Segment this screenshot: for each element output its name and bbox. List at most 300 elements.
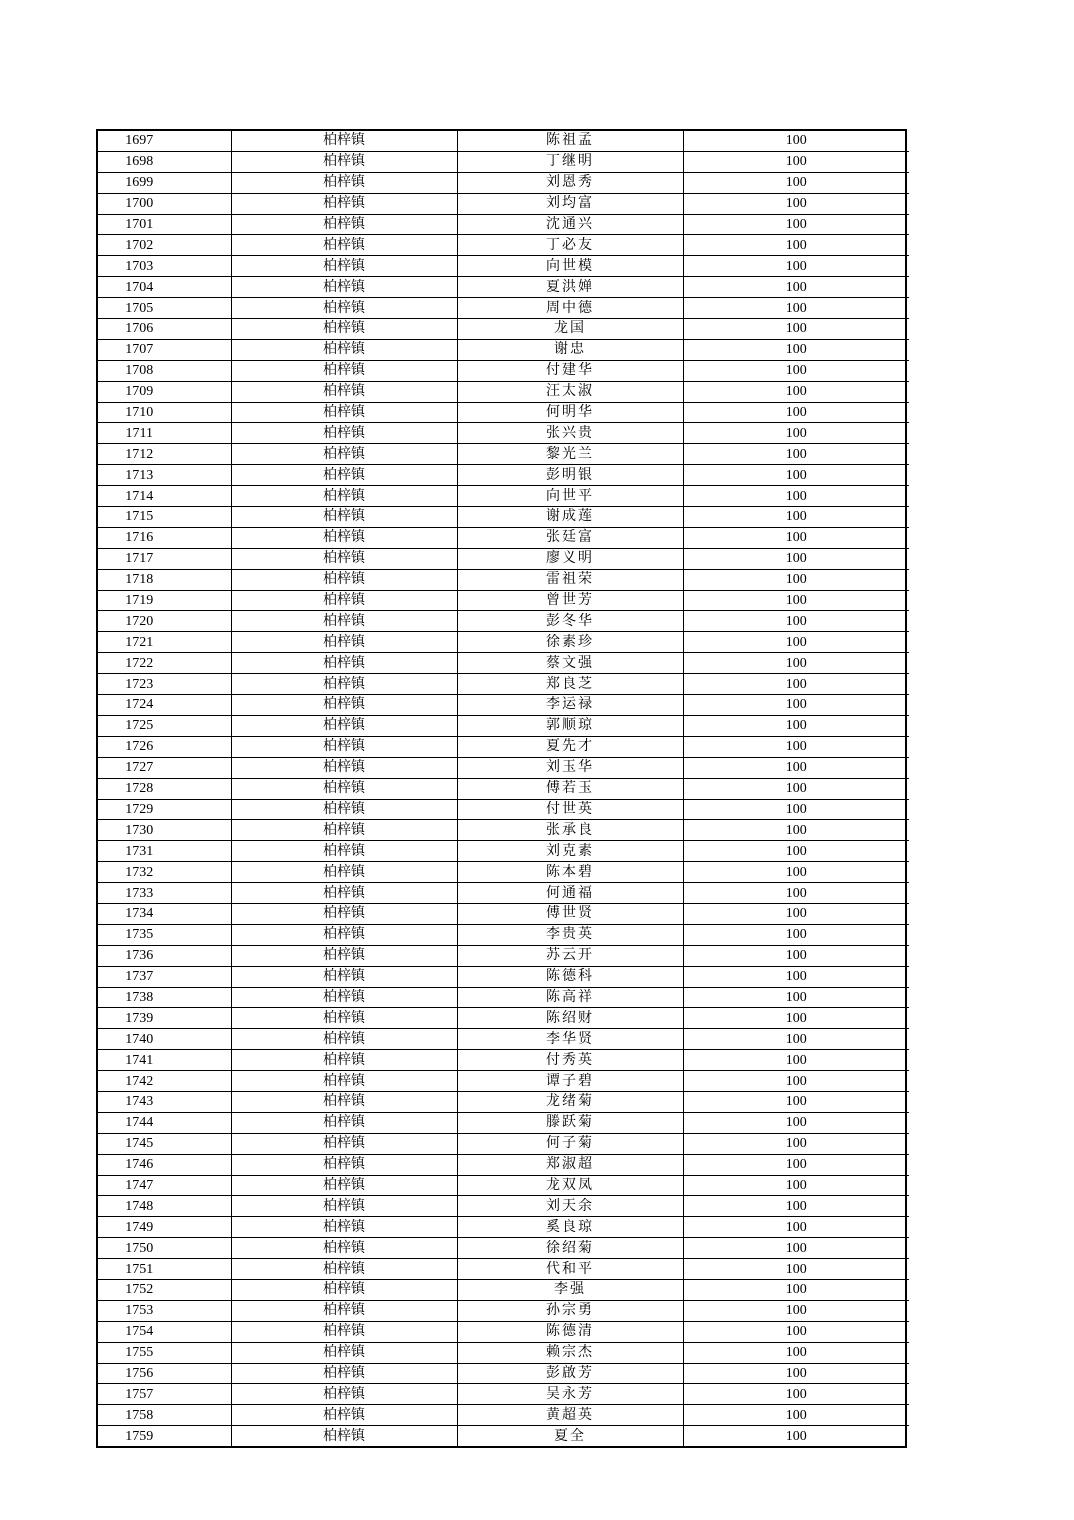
table-row: [98, 653, 909, 674]
person-name-cell: 彭冬华: [457, 611, 683, 632]
table-row: [98, 1300, 909, 1321]
amount-cell: 100: [683, 757, 909, 778]
table-row: [98, 277, 909, 298]
town-cell: 柏梓镇: [231, 757, 457, 778]
town-cell: 柏梓镇: [231, 674, 457, 695]
town-cell: 柏梓镇: [231, 235, 457, 256]
person-name-cell: 丁必友: [457, 235, 683, 256]
person-name-cell: 吴永芳: [457, 1384, 683, 1405]
table-row: [98, 1154, 909, 1175]
table-row: [98, 381, 909, 402]
person-name-cell: 付建华: [457, 360, 683, 381]
table-row: [98, 1071, 909, 1092]
table-row: [98, 527, 909, 548]
person-name-cell: 彭啟芳: [457, 1363, 683, 1384]
person-name-cell: 付秀英: [457, 1050, 683, 1071]
table-row: [98, 903, 909, 924]
row-number-cell: 1703: [98, 256, 231, 277]
amount-cell: 100: [683, 632, 909, 653]
table-row: [98, 1279, 909, 1300]
person-name-cell: 黄超英: [457, 1405, 683, 1426]
table-row: [98, 945, 909, 966]
person-name-cell: 陈高祥: [457, 987, 683, 1008]
town-cell: 柏梓镇: [231, 1175, 457, 1196]
table-row: [98, 1133, 909, 1154]
table-row: [98, 444, 909, 465]
table-row: [98, 1426, 909, 1446]
amount-cell: 100: [683, 1300, 909, 1321]
amount-cell: 100: [683, 695, 909, 716]
town-cell: 柏梓镇: [231, 1196, 457, 1217]
person-name-cell: 陈本碧: [457, 862, 683, 883]
table-row: [98, 757, 909, 778]
town-cell: 柏梓镇: [231, 1154, 457, 1175]
amount-cell: 100: [683, 883, 909, 904]
amount-cell: 100: [683, 214, 909, 235]
town-cell: 柏梓镇: [231, 1029, 457, 1050]
town-cell: 柏梓镇: [231, 298, 457, 319]
table-row: [98, 1050, 909, 1071]
table-row: [98, 1405, 909, 1426]
town-cell: 柏梓镇: [231, 715, 457, 736]
town-cell: 柏梓镇: [231, 444, 457, 465]
table-row: [98, 1342, 909, 1363]
row-number-cell: 1697: [98, 131, 231, 151]
person-name-cell: 刘恩秀: [457, 172, 683, 193]
person-name-cell: 沈通兴: [457, 214, 683, 235]
person-name-cell: 汪太淑: [457, 381, 683, 402]
row-number-cell: 1717: [98, 548, 231, 569]
amount-cell: 100: [683, 339, 909, 360]
amount-cell: 100: [683, 402, 909, 423]
table-row: [98, 736, 909, 757]
person-name-cell: 雷祖荣: [457, 569, 683, 590]
table-row: [98, 339, 909, 360]
row-number-cell: 1750: [98, 1238, 231, 1259]
town-cell: 柏梓镇: [231, 1405, 457, 1426]
table-row: [98, 319, 909, 340]
town-cell: 柏梓镇: [231, 632, 457, 653]
person-name-cell: 夏洪婵: [457, 277, 683, 298]
row-number-cell: 1698: [98, 151, 231, 172]
person-name-cell: 刘天余: [457, 1196, 683, 1217]
row-number-cell: 1731: [98, 841, 231, 862]
amount-cell: 100: [683, 966, 909, 987]
person-name-cell: 郑良芝: [457, 674, 683, 695]
town-cell: 柏梓镇: [231, 339, 457, 360]
amount-cell: 100: [683, 1384, 909, 1405]
table-row: [98, 1259, 909, 1280]
row-number-cell: 1723: [98, 674, 231, 695]
row-number-cell: 1712: [98, 444, 231, 465]
table-row: [98, 590, 909, 611]
person-name-cell: 曾世芳: [457, 590, 683, 611]
row-number-cell: 1727: [98, 757, 231, 778]
town-cell: 柏梓镇: [231, 611, 457, 632]
amount-cell: 100: [683, 507, 909, 528]
table-row: [98, 1112, 909, 1133]
person-name-cell: 郭顺琼: [457, 715, 683, 736]
table-row: [98, 1363, 909, 1384]
town-cell: 柏梓镇: [231, 527, 457, 548]
town-cell: 柏梓镇: [231, 653, 457, 674]
row-number-cell: 1701: [98, 214, 231, 235]
person-name-cell: 何子菊: [457, 1133, 683, 1154]
amount-cell: 100: [683, 945, 909, 966]
town-cell: 柏梓镇: [231, 402, 457, 423]
person-name-cell: 张承良: [457, 820, 683, 841]
person-name-cell: 周中德: [457, 298, 683, 319]
town-cell: 柏梓镇: [231, 1133, 457, 1154]
amount-cell: 100: [683, 820, 909, 841]
town-cell: 柏梓镇: [231, 736, 457, 757]
table-row: [98, 611, 909, 632]
person-name-cell: 徐绍菊: [457, 1238, 683, 1259]
row-number-cell: 1710: [98, 402, 231, 423]
person-name-cell: 傅若玉: [457, 778, 683, 799]
row-number-cell: 1752: [98, 1279, 231, 1300]
person-name-cell: 刘均富: [457, 193, 683, 214]
person-name-cell: 张廷富: [457, 527, 683, 548]
town-cell: 柏梓镇: [231, 1363, 457, 1384]
row-number-cell: 1746: [98, 1154, 231, 1175]
row-number-cell: 1748: [98, 1196, 231, 1217]
town-cell: 柏梓镇: [231, 1384, 457, 1405]
table-row: [98, 131, 909, 151]
table-row: [98, 924, 909, 945]
town-cell: 柏梓镇: [231, 924, 457, 945]
person-name-cell: 龙国: [457, 319, 683, 340]
town-cell: 柏梓镇: [231, 1050, 457, 1071]
person-name-cell: 陈绍财: [457, 1008, 683, 1029]
person-name-cell: 代和平: [457, 1259, 683, 1280]
person-name-cell: 谢忠: [457, 339, 683, 360]
town-cell: 柏梓镇: [231, 945, 457, 966]
town-cell: 柏梓镇: [231, 695, 457, 716]
amount-cell: 100: [683, 1050, 909, 1071]
table-row: [98, 1238, 909, 1259]
person-name-cell: 向世模: [457, 256, 683, 277]
town-cell: 柏梓镇: [231, 465, 457, 486]
amount-cell: 100: [683, 611, 909, 632]
row-number-cell: 1759: [98, 1426, 231, 1446]
town-cell: 柏梓镇: [231, 131, 457, 151]
town-cell: 柏梓镇: [231, 381, 457, 402]
person-name-cell: 夏先才: [457, 736, 683, 757]
person-name-cell: 龙双凤: [457, 1175, 683, 1196]
row-number-cell: 1755: [98, 1342, 231, 1363]
row-number-cell: 1735: [98, 924, 231, 945]
person-name-cell: 龙绪菊: [457, 1091, 683, 1112]
town-cell: 柏梓镇: [231, 360, 457, 381]
table-row: [98, 966, 909, 987]
table-row: [98, 151, 909, 172]
person-name-cell: 孙宗勇: [457, 1300, 683, 1321]
town-cell: 柏梓镇: [231, 987, 457, 1008]
person-name-cell: 陈德科: [457, 966, 683, 987]
row-number-cell: 1741: [98, 1050, 231, 1071]
amount-cell: 100: [683, 1196, 909, 1217]
row-number-cell: 1729: [98, 799, 231, 820]
person-name-cell: 刘玉华: [457, 757, 683, 778]
row-number-cell: 1740: [98, 1029, 231, 1050]
person-name-cell: 夏全: [457, 1426, 683, 1446]
amount-cell: 100: [683, 193, 909, 214]
row-number-cell: 1745: [98, 1133, 231, 1154]
table-row: [98, 486, 909, 507]
table-row: [98, 695, 909, 716]
person-name-cell: 陈祖孟: [457, 131, 683, 151]
row-number-cell: 1708: [98, 360, 231, 381]
town-cell: 柏梓镇: [231, 590, 457, 611]
person-name-cell: 李贵英: [457, 924, 683, 945]
amount-cell: 100: [683, 736, 909, 757]
table-row: [98, 423, 909, 444]
amount-cell: 100: [683, 1133, 909, 1154]
table-row: [98, 569, 909, 590]
data-table: [98, 131, 909, 1446]
amount-cell: 100: [683, 1071, 909, 1092]
town-cell: 柏梓镇: [231, 548, 457, 569]
town-cell: 柏梓镇: [231, 966, 457, 987]
amount-cell: 100: [683, 590, 909, 611]
person-name-cell: 何明华: [457, 402, 683, 423]
town-cell: 柏梓镇: [231, 1112, 457, 1133]
amount-cell: 100: [683, 1279, 909, 1300]
town-cell: 柏梓镇: [231, 903, 457, 924]
table-row: [98, 1384, 909, 1405]
town-cell: 柏梓镇: [231, 820, 457, 841]
table-row: [98, 820, 909, 841]
table-row: [98, 1091, 909, 1112]
person-name-cell: 蔡文强: [457, 653, 683, 674]
town-cell: 柏梓镇: [231, 277, 457, 298]
table-row: [98, 1321, 909, 1342]
amount-cell: 100: [683, 444, 909, 465]
amount-cell: 100: [683, 172, 909, 193]
town-cell: 柏梓镇: [231, 214, 457, 235]
person-name-cell: 陈德清: [457, 1321, 683, 1342]
person-name-cell: 黎光兰: [457, 444, 683, 465]
amount-cell: 100: [683, 715, 909, 736]
town-cell: 柏梓镇: [231, 151, 457, 172]
amount-cell: 100: [683, 423, 909, 444]
row-number-cell: 1714: [98, 486, 231, 507]
town-cell: 柏梓镇: [231, 841, 457, 862]
row-number-cell: 1749: [98, 1217, 231, 1238]
amount-cell: 100: [683, 841, 909, 862]
person-name-cell: 付世英: [457, 799, 683, 820]
row-number-cell: 1747: [98, 1175, 231, 1196]
amount-cell: 100: [683, 256, 909, 277]
row-number-cell: 1706: [98, 319, 231, 340]
table-row: [98, 360, 909, 381]
amount-cell: 100: [683, 987, 909, 1008]
town-cell: 柏梓镇: [231, 1238, 457, 1259]
row-number-cell: 1700: [98, 193, 231, 214]
amount-cell: 100: [683, 1321, 909, 1342]
town-cell: 柏梓镇: [231, 1321, 457, 1342]
person-name-cell: 苏云开: [457, 945, 683, 966]
amount-cell: 100: [683, 527, 909, 548]
row-number-cell: 1728: [98, 778, 231, 799]
table-row: [98, 799, 909, 820]
data-table-container: [96, 129, 907, 1448]
row-number-cell: 1719: [98, 590, 231, 611]
town-cell: 柏梓镇: [231, 1071, 457, 1092]
amount-cell: 100: [683, 924, 909, 945]
person-name-cell: 郑淑超: [457, 1154, 683, 1175]
amount-cell: 100: [683, 1238, 909, 1259]
person-name-cell: 刘克素: [457, 841, 683, 862]
person-name-cell: 何通福: [457, 883, 683, 904]
table-row: [98, 883, 909, 904]
amount-cell: 100: [683, 151, 909, 172]
table-row: [98, 402, 909, 423]
row-number-cell: 1713: [98, 465, 231, 486]
town-cell: 柏梓镇: [231, 319, 457, 340]
person-name-cell: 徐素珍: [457, 632, 683, 653]
table-row: [98, 507, 909, 528]
amount-cell: 100: [683, 381, 909, 402]
town-cell: 柏梓镇: [231, 1259, 457, 1280]
town-cell: 柏梓镇: [231, 883, 457, 904]
table-row: [98, 778, 909, 799]
amount-cell: 100: [683, 653, 909, 674]
row-number-cell: 1704: [98, 277, 231, 298]
amount-cell: 100: [683, 674, 909, 695]
amount-cell: 100: [683, 1405, 909, 1426]
amount-cell: 100: [683, 569, 909, 590]
town-cell: 柏梓镇: [231, 1008, 457, 1029]
amount-cell: 100: [683, 548, 909, 569]
person-name-cell: 谭子碧: [457, 1071, 683, 1092]
town-cell: 柏梓镇: [231, 1300, 457, 1321]
table-row: [98, 715, 909, 736]
row-number-cell: 1734: [98, 903, 231, 924]
table-row: [98, 235, 909, 256]
town-cell: 柏梓镇: [231, 799, 457, 820]
town-cell: 柏梓镇: [231, 172, 457, 193]
town-cell: 柏梓镇: [231, 1217, 457, 1238]
amount-cell: 100: [683, 465, 909, 486]
row-number-cell: 1754: [98, 1321, 231, 1342]
table-row: [98, 1196, 909, 1217]
town-cell: 柏梓镇: [231, 1279, 457, 1300]
amount-cell: 100: [683, 1259, 909, 1280]
row-number-cell: 1718: [98, 569, 231, 590]
row-number-cell: 1756: [98, 1363, 231, 1384]
amount-cell: 100: [683, 799, 909, 820]
row-number-cell: 1751: [98, 1259, 231, 1280]
amount-cell: 100: [683, 131, 909, 151]
row-number-cell: 1725: [98, 715, 231, 736]
row-number-cell: 1743: [98, 1091, 231, 1112]
town-cell: 柏梓镇: [231, 256, 457, 277]
amount-cell: 100: [683, 298, 909, 319]
town-cell: 柏梓镇: [231, 193, 457, 214]
amount-cell: 100: [683, 486, 909, 507]
town-cell: 柏梓镇: [231, 778, 457, 799]
amount-cell: 100: [683, 1175, 909, 1196]
row-number-cell: 1715: [98, 507, 231, 528]
row-number-cell: 1737: [98, 966, 231, 987]
amount-cell: 100: [683, 1154, 909, 1175]
table-row: [98, 256, 909, 277]
table-row: [98, 193, 909, 214]
town-cell: 柏梓镇: [231, 1426, 457, 1446]
town-cell: 柏梓镇: [231, 1342, 457, 1363]
row-number-cell: 1744: [98, 1112, 231, 1133]
table-row: [98, 1175, 909, 1196]
row-number-cell: 1742: [98, 1071, 231, 1092]
table-row: [98, 548, 909, 569]
table-row: [98, 214, 909, 235]
row-number-cell: 1732: [98, 862, 231, 883]
amount-cell: 100: [785, 1428, 807, 1444]
amount-cell: 100: [683, 360, 909, 381]
row-number-cell: 1721: [98, 632, 231, 653]
row-number-cell: 1722: [98, 653, 231, 674]
amount-cell: 100: [683, 319, 909, 340]
table-row: [98, 987, 909, 1008]
amount-cell: 100: [683, 1217, 909, 1238]
row-number-cell: 1730: [98, 820, 231, 841]
amount-cell: 100: [683, 235, 909, 256]
person-name-cell: 廖义明: [457, 548, 683, 569]
person-name-cell: 李强: [457, 1279, 683, 1300]
amount-cell: 100: [683, 1091, 909, 1112]
row-number-cell: 1724: [98, 695, 231, 716]
amount-cell: 100: [683, 1342, 909, 1363]
row-number-cell: 1711: [98, 423, 231, 444]
person-name-cell: 丁继明: [457, 151, 683, 172]
amount-cell: 100: [683, 1363, 909, 1384]
row-number-cell: 1716: [98, 527, 231, 548]
row-number-cell: 1705: [98, 298, 231, 319]
amount-cell: 100: [683, 277, 909, 298]
row-number-cell: 1757: [98, 1384, 231, 1405]
row-number-cell: 1720: [98, 611, 231, 632]
table-row: [98, 1008, 909, 1029]
table-row: [98, 632, 909, 653]
table-row: [98, 841, 909, 862]
row-number-cell: 1739: [98, 1008, 231, 1029]
person-name-cell: 傅世贤: [457, 903, 683, 924]
table-row: [98, 1217, 909, 1238]
row-number-cell: 1738: [98, 987, 231, 1008]
row-number-cell: 1736: [98, 945, 231, 966]
person-name-cell: 滕跃菊: [457, 1112, 683, 1133]
town-cell: 柏梓镇: [231, 423, 457, 444]
table-row: [98, 465, 909, 486]
table-body: [98, 131, 909, 1446]
town-cell: 柏梓镇: [231, 1091, 457, 1112]
row-number-cell: 1726: [98, 736, 231, 757]
table-row: [98, 1029, 909, 1050]
row-number-cell: 1733: [98, 883, 231, 904]
row-number-cell: 1707: [98, 339, 231, 360]
amount-cell: 100: [683, 1029, 909, 1050]
row-number-cell: 1709: [98, 381, 231, 402]
amount-cell: 100: [683, 1112, 909, 1133]
table-row: [98, 674, 909, 695]
table-row: [98, 172, 909, 193]
person-name-cell: 向世平: [457, 486, 683, 507]
town-cell: 柏梓镇: [231, 507, 457, 528]
amount-cell: 100: [683, 903, 909, 924]
person-name-cell: 赖宗杰: [457, 1342, 683, 1363]
